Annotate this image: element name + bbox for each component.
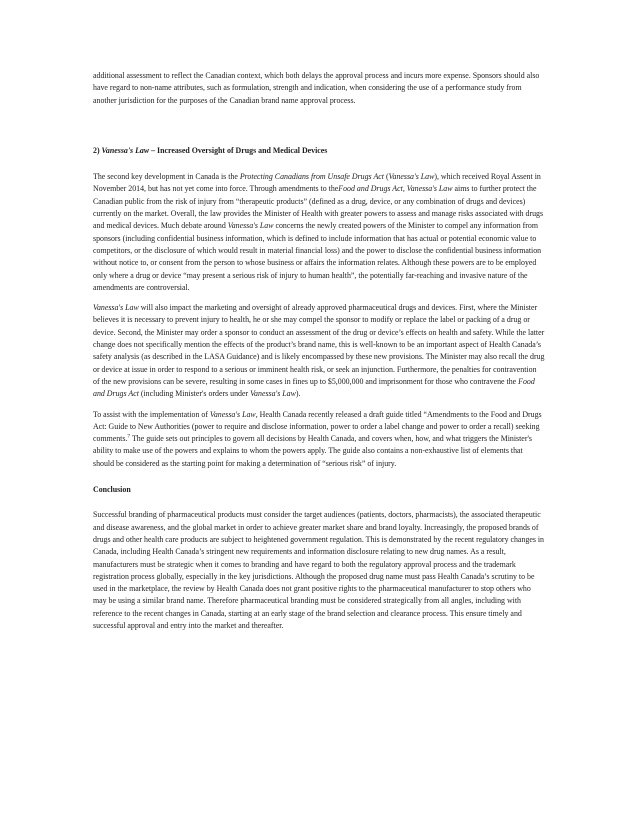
text-run: concerns the newly created powers of the Minister to compel any information from sponsors (including confidential business information, which is defined to include information that has actual or potential economic value to competitors, or the disclosure of which would result in material financial loss) and the power to disclose the confidential business information without notice to, or consent from the person to whose business or affairs the information relates. Although these powers are to be employed only where a drug or device “may present a serious risk of injury to human health”, the potentially far-reaching and invasive nature of the amendments are controversial.	[93, 221, 542, 292]
italic-run: Food and Drugs Act	[93, 376, 535, 399]
italic-run: Vanessa's Law	[227, 221, 274, 231]
section-paragraph-1	[93, 171, 545, 294]
text-run: (	[383, 172, 389, 182]
italic-run: Vanessa's Law	[209, 409, 256, 419]
section-paragraph-3	[93, 409, 545, 470]
conclusion-heading: Conclusion	[93, 485, 131, 495]
footnote-marker: 7	[127, 433, 131, 440]
document-page	[93, 70, 545, 632]
section-heading-italic: Vanessa's Law	[101, 145, 150, 155]
section-paragraph-2	[93, 302, 545, 400]
text-run: , Health Canada recently released a draft guide titled “Amendments to the Food and Drugs Act: Guide to New Authorities (power to require and disclose information, power to order a label change and power to order a recall) seeking comments.	[93, 409, 542, 444]
italic-run: Vanessa's Law	[250, 389, 296, 399]
text-run: The guide sets out principles to govern all decisions by Health Canada, and covers when, how, and what triggers the Minister's ability to make use of the powers and explains to whom the powers apply. The guide also contains a non-exhaustive list of elements that should be considered as the starting point for making a determination of “serious risk” of injury.	[93, 434, 532, 468]
text-run: To assist with the implementation of	[93, 409, 210, 419]
text-run: ), which received Royal Assent in November 2014, but has not yet come into force. Through amendments to the	[93, 172, 541, 194]
text-run: The second key development in Canada is the	[93, 172, 240, 182]
section-heading-vanessas-law	[93, 145, 545, 157]
italic-run: Vanessa's Law	[93, 303, 139, 313]
italic-run: ,	[402, 184, 407, 194]
italic-run: Vanessa's Law	[406, 184, 453, 194]
italic-run: Protecting Canadians from Unsafe Drugs Act	[239, 172, 384, 182]
italic-run: Vanessa's Law	[388, 172, 435, 182]
section-number: 2)	[93, 145, 102, 155]
conclusion-paragraph: Successful branding of pharmaceutical products must consider the target audiences (patients, doctors, pharmacists), the associated therapeutic and disease awareness, and the global market in order to achieve greater market share and brand loyalty. Increasingly, the proposed brands of drugs and other health care products are subject to heightened government regulation. This is demonstrated by the recent regulatory changes in Canada, including Health Canada’s stringent new requirements and information disclosure relating to new drug names. As a result, manufacturers must be strategic when it comes to branding and have regard to both the regulatory approval process and the trademark registration process globally, especially in the key jurisdictions. Although the proposed drug name must pass Health Canada’s scrutiny to be used in the marketplace, the review by Health Canada does not grant positive rights to the pharmaceutical manufacturer to stop others who may be using a similar brand name. Therefore pharmaceutical branding must be considered strategically from all angles, including with reference to the recent changes in Canada, starting at an early stage of the brand selection and clearance process. This ensure timely and successful approval and entry into the market and thereafter.	[93, 510, 545, 630]
intro-paragraph: additional assessment to reflect the Canadian context, which both delays the approval process and incurs more expense. Sponsors should also have regard to non-name attributes, such as formulation, strength and indication, when considering the use of a performance study from another jurisdiction for the purposes of the Canadian brand name approval process.	[93, 71, 540, 105]
text-run: will also impact the marketing and oversight of already approved pharmaceutical drugs and devices. First, where the Minister believes it is necessary to prevent injury to health, he or she may compel the sponsor to modify or replace the label or packing of a drug or device. Second, the Minister may order a sponsor to conduct an assessment of the drug or device’s effects on health and safety. While the latter change does not specifically mention the effects of the product’s brand name, this is well-known to be an important aspect of Health Canada’s safety analysis (as described in the LASA Guidance) and is likely encompassed by these new provisions. The Minister may also recall the drug or device at issue in order to respond to a serious or imminent health risk, or seek an injunction. Furthermore, the penalties for contravention of the new provisions can be severe, resulting in some cases in fines up to $5,000,000 and imprisonment for those who contravene the	[93, 303, 545, 386]
text-run: (including Minister's orders under	[138, 389, 251, 399]
text-run: aims to further protect the Canadian public from the risk of injury from “therapeutic products” (defined as a drug, device, or any combination of drugs and devices) currently on the market. Overall, the law provides the Minister of Health with greater powers to assess and manage risks associated with drugs and medical devices. Much debate around	[93, 184, 544, 231]
section-heading-text: – Increased Oversight of Drugs and Medical Devices	[149, 145, 328, 155]
text-run: ).	[295, 389, 301, 399]
italic-run: Food and Drugs Act	[338, 184, 403, 194]
